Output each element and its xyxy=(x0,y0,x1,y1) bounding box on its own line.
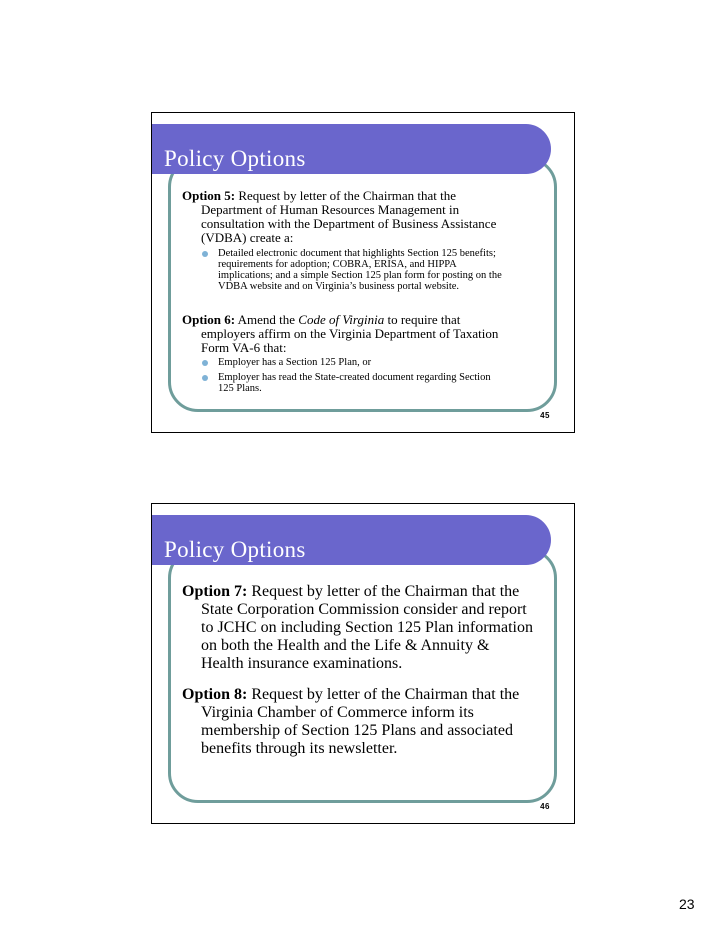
option-7 xyxy=(182,583,552,673)
bullet-icon xyxy=(202,251,208,257)
option-text: Form VA-6 that: xyxy=(201,340,287,355)
bullet-text: Employer has read the State-created document regarding Section xyxy=(218,372,491,383)
bullet-icon xyxy=(202,360,208,366)
bullet-text: 125 Plans. xyxy=(218,383,262,394)
option-text: Amend the xyxy=(235,312,299,327)
option-6 xyxy=(182,313,547,355)
option-5 xyxy=(182,189,547,245)
slide-title: Policy Options xyxy=(164,537,306,562)
option-text: Health insurance examinations. xyxy=(201,655,403,672)
option-8 xyxy=(182,686,552,758)
option-text: on both the Health and the Life & Annuity & xyxy=(201,637,490,654)
bullet-item xyxy=(200,248,540,292)
bullet-text: Detailed electronic document that highlights Section 125 benefits; xyxy=(218,248,496,259)
bullet-item xyxy=(200,372,540,394)
option-text: membership of Section 125 Plans and associated xyxy=(201,722,513,739)
option-text: Department of Human Resources Management in xyxy=(201,202,460,217)
option-6-bullets xyxy=(200,357,540,394)
slide-number: 45 xyxy=(540,411,550,420)
option-text: Request by letter of the Chairman that the xyxy=(247,686,520,703)
title-bar xyxy=(152,124,551,174)
option-text: State Corporation Commission consider and report xyxy=(201,601,527,618)
option-text: benefits through its newsletter. xyxy=(201,740,398,757)
option-text: employers affirm on the Virginia Department of Taxation xyxy=(201,326,499,341)
bullet-text: Employer has a Section 125 Plan, or xyxy=(218,357,372,368)
option-text: to require that xyxy=(384,312,461,327)
bullet-icon xyxy=(202,375,208,381)
option-text: Virginia Chamber of Commerce inform its xyxy=(201,704,474,721)
option-text-italic: Code of Virginia xyxy=(298,312,385,327)
bullet-text: implications; and a simple Section 125 plan form for posting on the xyxy=(218,270,502,281)
option-label: Option 5: xyxy=(182,188,236,203)
option-label: Option 8: xyxy=(182,686,248,703)
slide-title: Policy Options xyxy=(164,146,306,171)
option-text: to JCHC on including Section 125 Plan information xyxy=(201,619,533,636)
bullet-text: requirements for adoption; COBRA, ERISA, and HIPPA xyxy=(218,259,457,270)
option-text: (VDBA) create a: xyxy=(201,230,294,245)
page-number: 23 xyxy=(679,896,695,912)
option-text: Request by letter of the Chairman that the xyxy=(235,188,457,203)
option-5-bullets xyxy=(200,248,540,292)
bullet-text: VDBA website and on Virginia’s business portal website. xyxy=(218,281,460,292)
option-label: Option 7: xyxy=(182,583,248,600)
option-label: Option 6: xyxy=(182,312,236,327)
slide-45 xyxy=(151,112,575,433)
option-text: consultation with the Department of Business Assistance xyxy=(201,216,497,231)
slide-46 xyxy=(151,503,575,824)
slide-number: 46 xyxy=(540,802,550,811)
bullet-item xyxy=(200,357,540,368)
option-text: Request by letter of the Chairman that the xyxy=(247,583,520,600)
title-bar xyxy=(152,515,551,565)
